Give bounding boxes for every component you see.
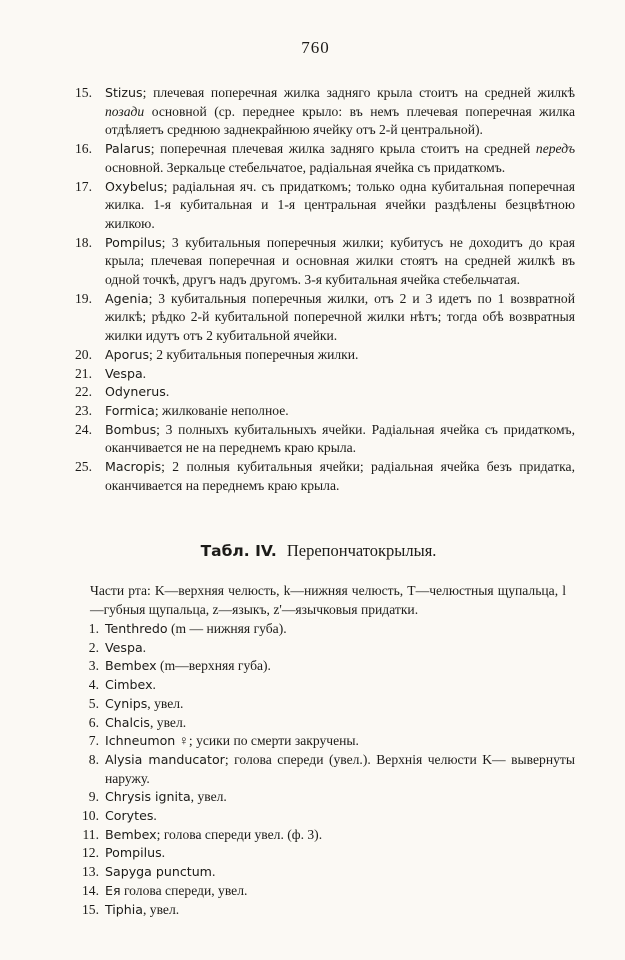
item-text-continued: основной. Зеркальце стебельчатое, радіальная ячейка съ придаткомъ. <box>105 159 506 175</box>
item-number: 2. <box>88 639 99 655</box>
figure-list <box>75 620 575 919</box>
item-number: 12. <box>82 845 99 861</box>
item-text: (m—верхняя губа). <box>156 658 271 674</box>
item-number: 18. <box>75 234 92 250</box>
item-text: (m — нижняя губа). <box>167 621 287 636</box>
list-item <box>75 714 575 733</box>
item-number: 17. <box>75 178 92 194</box>
genus-name: Tenthredo <box>105 621 168 636</box>
list-item <box>75 290 575 346</box>
item-number: 6. <box>88 714 99 730</box>
item-text: ; 3 полныхъ кубитальныхъ ячейки. Радіальная ячейка съ придаткомъ, оканчивается не на переднемъ краю крыла. <box>105 421 575 456</box>
list-item <box>75 178 575 234</box>
item-text: . <box>165 384 170 400</box>
genus-name: Cimbex <box>105 677 153 693</box>
genus-name: Corytes <box>105 808 154 824</box>
item-text: ; поперечная плечевая жилка задняго крыла стоитъ на средней <box>150 141 536 157</box>
list-item <box>75 234 575 290</box>
genus-name: Vespa <box>105 639 143 655</box>
list-item <box>75 365 575 384</box>
item-number: 11. <box>82 826 99 842</box>
list-item <box>75 458 575 495</box>
item-number: 15. <box>75 85 92 100</box>
item-text: ; плечевая поперечная жилка задняго крыла стоитъ на средней жилкѣ <box>142 85 575 100</box>
genus-name: Chalcis <box>105 714 150 730</box>
genus-name: Palarus <box>105 141 151 157</box>
genus-name: Pompilus <box>105 845 162 861</box>
heading-title: Перепончатокрылыя. <box>286 541 437 560</box>
item-text: ; 2 кубитальныя поперечныя жилки. <box>149 346 359 362</box>
list-item <box>75 695 575 714</box>
item-number: 24. <box>75 421 92 437</box>
item-text: , увел. <box>190 789 227 805</box>
list-item <box>75 676 575 695</box>
genus-name: Cynips <box>105 695 148 711</box>
item-text: ; 3 кубитальныя поперечныя жилки; кубитусъ не доходитъ до края крыла; плечевая поперечная и основная жилки стоятъ на средней жилкѣ въ одной точкѣ, другъ надъ другомъ. 3-я кубитальная ячейка стебельчатая. <box>105 234 575 288</box>
genus-name: Macropis <box>105 459 162 475</box>
item-text: ♀; усики по смерти закручены. <box>175 733 359 749</box>
item-text: , увел. <box>143 901 180 917</box>
item-text: ; 3 кубитальныя поперечныя жилки, отъ 2 и 3 идетъ по 1 возвратной жилкѣ; рѣдко 2-й кубитальной поперечной жилки нѣтъ; тогда обѣ возвратныя жилки идутъ отъ 2 кубитальной ячейки. <box>105 290 575 344</box>
item-number: 25. <box>75 459 92 475</box>
item-number: 15. <box>82 901 99 917</box>
item-number: 10. <box>82 808 99 824</box>
wing-venation-list <box>75 84 575 495</box>
list-item <box>75 732 575 751</box>
genus-name: Vespa <box>105 365 143 381</box>
item-number: 21. <box>75 365 92 381</box>
genus-name: Sapyga punctum <box>105 864 212 880</box>
genus-name: Ея <box>105 882 121 898</box>
list-item <box>75 882 575 901</box>
item-emphasis: передъ <box>535 141 575 157</box>
item-number: 16. <box>75 141 92 157</box>
item-text: . <box>153 808 157 824</box>
item-text: , увел. <box>149 714 187 730</box>
list-item <box>75 639 575 658</box>
item-text-continued: основной (ср. переднее крыло: въ немъ плечевая поперечная жилка отдѣляетъ среднюю заднекрайнюю ячейку отъ 2-й центральной). <box>105 103 575 138</box>
list-item <box>75 863 575 882</box>
item-text: ; жилкованіе неполное. <box>154 402 289 418</box>
item-number: 23. <box>75 402 92 418</box>
genus-name: Oxybelus <box>105 178 164 194</box>
genus-name: Chrysis ignita <box>105 789 191 805</box>
genus-name: Stizus <box>105 85 143 100</box>
list-item <box>75 140 575 177</box>
item-number: 1. <box>88 621 99 636</box>
item-text: ; 2 полныя кубитальныя ячейки; радіальная ячейка безъ придатка, оканчивается на переднемъ краю крыла. <box>105 459 575 493</box>
list-item <box>75 402 575 421</box>
page-number: 760 <box>301 38 330 57</box>
list-item <box>75 826 575 845</box>
item-text: . <box>152 677 156 693</box>
genus-name: Pompilus <box>105 234 162 250</box>
item-number: 19. <box>75 290 92 306</box>
item-text: . <box>142 365 147 381</box>
item-text: голова спереди, увел. <box>120 882 248 898</box>
item-text: ; голова спереди (увел.). Верхнія челюсти K— вывернуты наружу. <box>105 751 575 786</box>
mouthparts-legend: Части рта: K—верхняя челюсть, k—нижняя челюсть, T—челюстныя щупальца, l—губныя щупальца, z—языкъ, z'—язычковыя придатки. <box>90 583 566 617</box>
item-number: 5. <box>88 695 99 711</box>
list-item <box>75 346 575 365</box>
item-text: ; радіальная яч. съ придаткомъ; только одна кубитальная поперечная жилка. 1-я кубитальная и 1-я центральная ячейки раздѣлены безцвѣтною жилкою. <box>105 178 575 231</box>
genus-name: Bembex <box>105 658 157 674</box>
section-heading <box>12 541 625 561</box>
list-item <box>75 383 575 402</box>
item-number: 9. <box>88 789 99 805</box>
genus-name: Alysia manducator <box>105 751 225 767</box>
list-item <box>75 751 575 788</box>
list-item <box>75 844 575 863</box>
item-number: 22. <box>75 384 92 400</box>
list-item <box>75 657 575 676</box>
item-number: 14. <box>82 882 99 898</box>
item-text: ; голова спереди увел. (ф. 3). <box>156 826 323 842</box>
item-number: 13. <box>82 864 99 880</box>
item-number: 3. <box>88 658 99 674</box>
list-item <box>75 901 575 920</box>
genus-name: Bembex <box>105 826 157 842</box>
list-item <box>75 620 575 639</box>
item-number: 20. <box>75 346 92 362</box>
item-text: . <box>211 864 216 880</box>
item-text: . <box>161 845 166 861</box>
list-item <box>75 84 575 140</box>
list-item <box>75 807 575 826</box>
table-label: Табл. IV. <box>200 542 277 560</box>
genus-name: Ichneumon <box>105 733 176 749</box>
item-number: 4. <box>88 677 99 693</box>
item-text: . <box>142 639 147 655</box>
genus-name: Formica <box>105 402 155 418</box>
list-item <box>75 421 575 458</box>
item-number: 8. <box>88 751 99 767</box>
item-text: , увел. <box>147 695 184 711</box>
list-item <box>75 788 575 807</box>
genus-name: Odynerus <box>105 384 166 400</box>
genus-name: Agenia <box>105 290 149 306</box>
genus-name: Tiphia <box>105 901 143 917</box>
genus-name: Aporus <box>105 346 150 362</box>
item-emphasis: позади <box>105 103 145 119</box>
item-number: 7. <box>88 733 99 749</box>
genus-name: Bombus <box>105 421 157 437</box>
